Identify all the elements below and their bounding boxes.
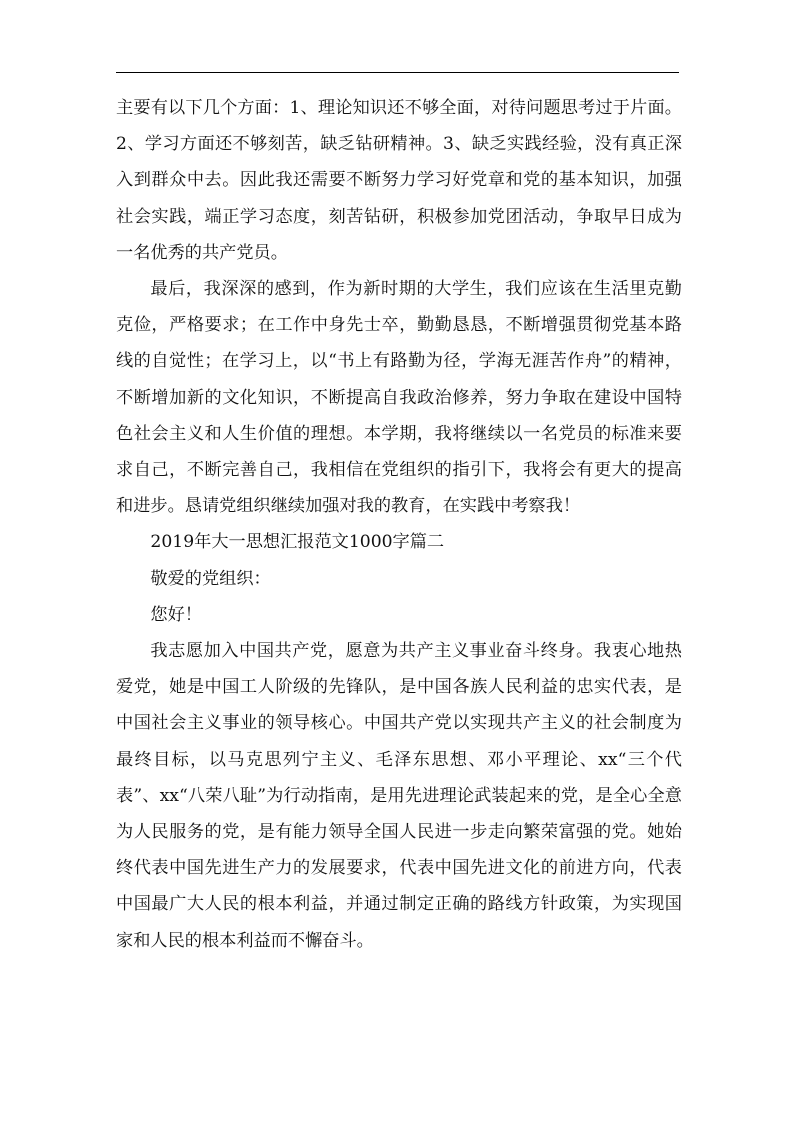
paragraph-weaknesses: 主要有以下几个方面：1、理论知识还不够全面，对待问题思考过于片面。2、学习方面还不够刻苦，缺乏钻研精神。3、缺乏实践经验，没有真正深入到群众中去。因此我还需要不断努力学习好党章和党的基本知识，加强社会实践，端正学习态度，刻苦钻研，积极参加党团活动，争取早日成为一名优秀的共产党员。 xyxy=(116,98,682,263)
section-heading: 2019年大一思想汇报范文1000字篇二 xyxy=(150,532,445,553)
paragraph-conclusion: 最后，我深深的感到，作为新时期的大学生，我们应该在生活里克勤克俭，严格要求；在工作中身先士卒，勤勤恳恳，不断增强贯彻党基本路线的自觉性；在学习上，以“书上有路勤为径，学海无涯苦作舟”的精神，不断增加新的文化知识，不断提高自我政治修养，努力争取在建设中国特色社会主义和人生价值的理想。本学期，我将继续以一名党员的标准来要求自己，不断完善自己，我相信在党组织的指引下，我将会有更大的提高和进步。恳请党组织继续加强对我的教育，在实践中考察我！ xyxy=(116,279,682,517)
document-body xyxy=(116,90,682,959)
greeting: 您好！ xyxy=(150,604,202,625)
paragraph-application: 我志愿加入中国共产党，愿意为共产主义事业奋斗终身。我衷心地热爱党，她是中国工人阶级的先锋队，是中国各族人民利益的忠实代表，是中国社会主义事业的领导核心。中国共产党以实现共产主义的社会制度为最终目标，以马克思列宁主义、毛泽东思想、邓小平理论、xx“三个代表”、xx“八荣八耻”为行动指南，是用先进理论武装起来的党，是全心全意为人民服务的党，是有能力领导全国人民进一步走向繁荣富强的党。她始终代表中国先进生产力的发展要求，代表中国先进文化的前进方向，代表中国最广大人民的根本利益，并通过制定正确的路线方针政策，为实现国家和人民的根本利益而不懈奋斗。 xyxy=(116,641,682,951)
salutation: 敬爱的党组织： xyxy=(150,568,271,589)
header-rule xyxy=(116,72,679,73)
